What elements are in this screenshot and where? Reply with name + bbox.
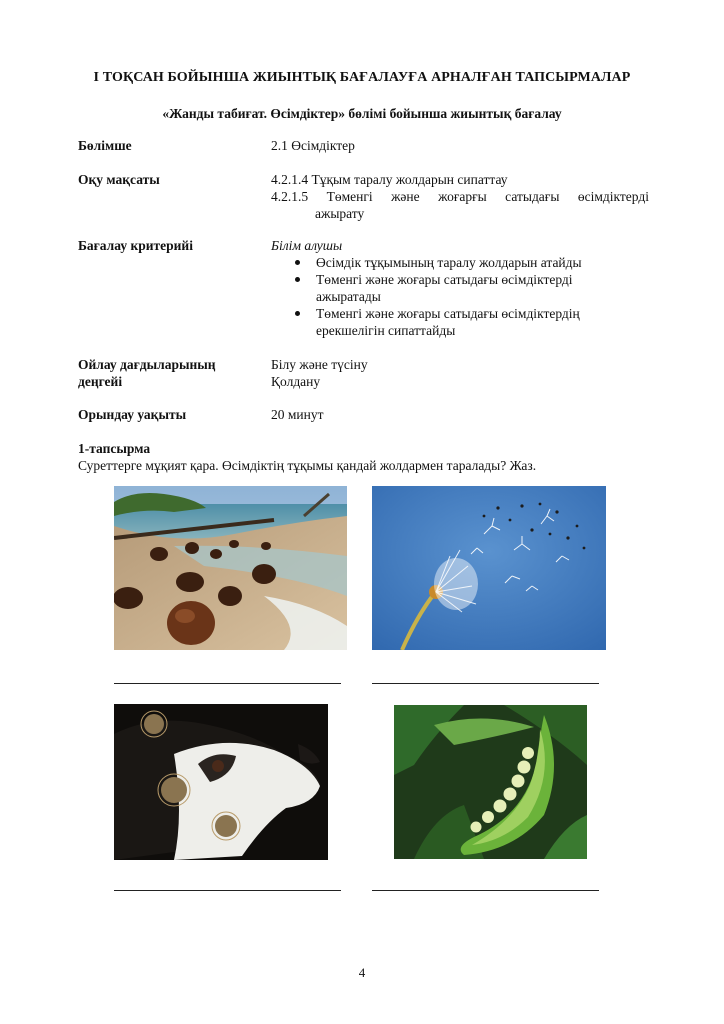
criteria-label: Бағалау критерийі — [78, 238, 193, 253]
time-label: Орындау уақыты — [78, 407, 187, 422]
pea-pod-illustration — [394, 705, 587, 859]
criteria-block — [271, 237, 649, 339]
answer-line[interactable] — [372, 683, 599, 684]
dandelion-illustration — [372, 486, 606, 650]
thinking-label-line: деңгейі — [78, 374, 123, 389]
photo-dandelion — [372, 486, 606, 650]
goal-item-continuation: ажырату — [315, 206, 365, 221]
criteria-item: Төменгі және жоғары сатыдағы өсімдіктердің ерекшелігін сипаттайды — [271, 305, 621, 339]
section-value: 2.1 Өсімдіктер — [271, 138, 355, 153]
goal-item: 4.2.1.5 Төменгі және жоғарғы сатыдағы өсімдіктерді — [271, 189, 649, 204]
criteria-item: Төменгі және жоғары сатыдағы өсімдіктерді ажыратады — [271, 271, 621, 305]
goal-item: 4.2.1.4 Тұқым таралу жолдарын сипаттау — [271, 172, 508, 187]
page-subtitle: «Жанды табиғат. Өсімдіктер» бөлімі бойынша жиынтық бағалау — [162, 106, 562, 121]
beach-seeds-illustration — [114, 486, 347, 650]
answer-line[interactable] — [372, 890, 599, 891]
criteria-list — [271, 254, 649, 339]
thinking-label-line: Ойлау дағдыларының — [78, 357, 216, 372]
section-label: Бөлімше — [78, 138, 132, 153]
thinking-value: Қолдану — [271, 374, 321, 389]
thinking-values — [271, 356, 649, 390]
thinking-value: Білу және түсіну — [271, 357, 368, 372]
answer-line[interactable] — [114, 683, 341, 684]
task-heading: 1-тапсырма — [78, 441, 151, 456]
page-number: 4 — [358, 965, 366, 980]
goal-label: Оқу мақсаты — [78, 172, 160, 187]
thinking-label — [78, 356, 216, 390]
photo-pea-pod — [394, 705, 587, 859]
criteria-item: Өсімдік тұқымының таралу жолдарын атайды — [271, 254, 621, 271]
goal-list — [271, 171, 649, 222]
task-instructions: Суреттерге мұқият қара. Өсімдіктің тұқымы қандай жолдармен таралады? Жаз. — [78, 458, 537, 473]
answer-line[interactable] — [114, 890, 341, 891]
photo-dog-with-burrs — [114, 704, 328, 860]
page-title: І ТОҚСАН БОЙЫНША ЖИЫНТЫҚ БАҒАЛАУҒА АРНАЛҒАН ТАПСЫРМАЛАР — [93, 70, 631, 85]
photo-seeds-on-beach — [114, 486, 347, 650]
time-value: 20 минут — [271, 407, 324, 422]
criteria-intro: Білім алушы — [271, 238, 343, 253]
dog-burrs-illustration — [114, 704, 328, 860]
